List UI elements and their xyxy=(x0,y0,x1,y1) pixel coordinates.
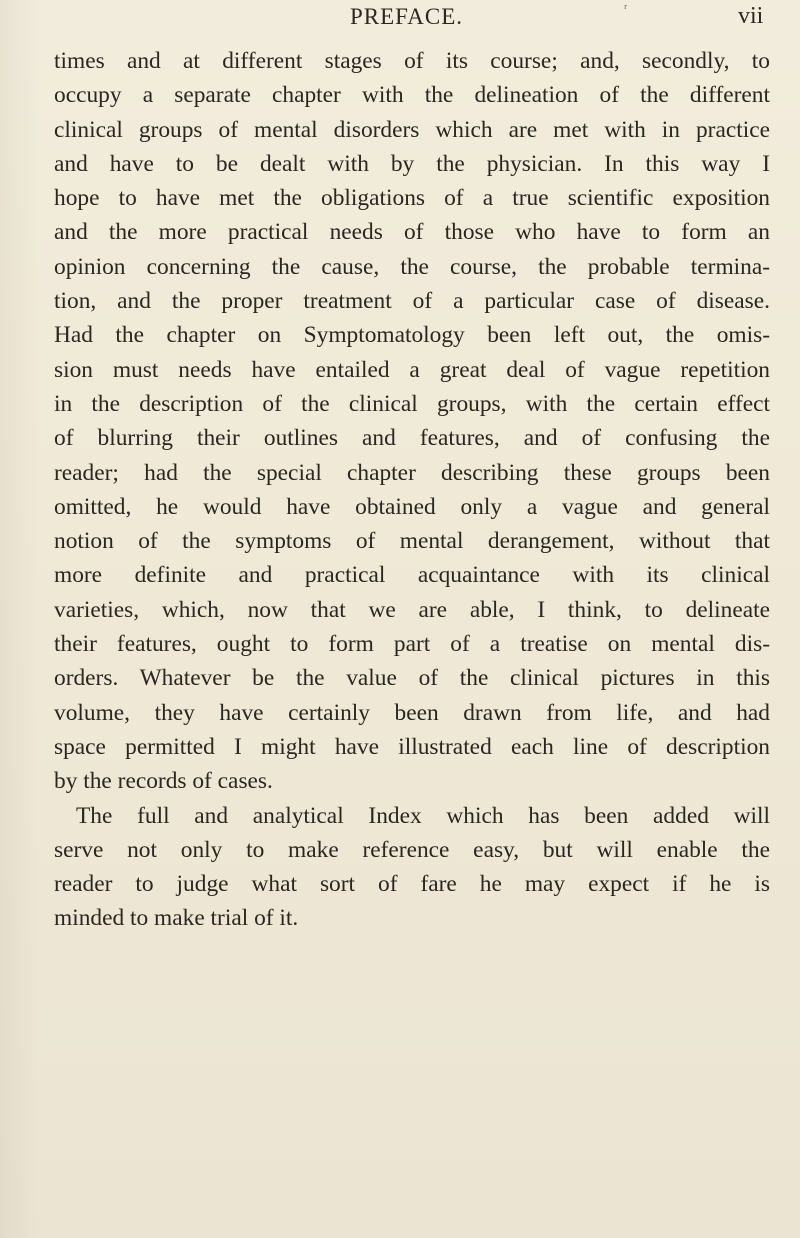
text-line: by the records of cases. xyxy=(54,768,273,795)
text-line: volume, they have certainly been drawn from life, and had xyxy=(54,699,770,726)
text-line: more definite and practical acquaintance with its clinical xyxy=(54,562,770,589)
text-line: minded to make trial of it. xyxy=(54,905,299,932)
text-line: clinical groups of mental disorders which are met with in practice xyxy=(54,116,770,143)
text-line: space permitted I might have illustrated each line of description xyxy=(54,733,770,760)
text-line: sion must needs have entailed a great deal of vague repetition xyxy=(54,356,770,383)
text-line: of blurring their outlines and features, and of confusing the xyxy=(54,425,770,452)
page-number: vii xyxy=(738,3,764,29)
text-line: in the description of the clinical groups, with the certain effect xyxy=(54,390,770,417)
text-line: hope to have met the obligations of a true scientific exposition xyxy=(54,185,770,212)
text-line: tion, and the proper treatment of a particular case of disease. xyxy=(54,288,770,315)
text-line: Had the chapter on Symptomatology been left out, the omis- xyxy=(54,322,770,349)
text-line: occupy a separate chapter with the delineation of the different xyxy=(54,82,770,109)
text-line: serve not only to make reference easy, but will enable the xyxy=(54,836,770,863)
text-line: omitted, he would have obtained only a vague and general xyxy=(54,493,770,520)
text-line: reader; had the special chapter describing these groups been xyxy=(54,459,770,486)
text-line: their features, ought to form part of a treatise on mental dis- xyxy=(54,631,770,658)
text-line: varieties, which, now that we are able, I think, to delineate xyxy=(54,596,770,623)
text-line: orders. Whatever be the value of the clinical pictures in this xyxy=(54,665,770,692)
text-line: and the more practical needs of those who have to form an xyxy=(54,219,770,246)
text-line: notion of the symptoms of mental derangement, without that xyxy=(54,528,770,555)
text-line: The full and analytical Index which has been added will xyxy=(76,802,770,829)
text-line: times and at different stages of its course; and, secondly, to xyxy=(54,48,770,74)
text-line: reader to judge what sort of fare he may expect if he is xyxy=(54,871,770,898)
stray-print-mark: ʳ xyxy=(624,2,628,17)
text-line: opinion concerning the cause, the course, the probable termina- xyxy=(54,253,770,280)
running-head xyxy=(0,0,800,40)
running-head-title: PREFACE. xyxy=(350,4,464,29)
text-line: and have to be dealt with by the physician. In this way I xyxy=(54,150,770,177)
preface-text xyxy=(54,44,770,936)
